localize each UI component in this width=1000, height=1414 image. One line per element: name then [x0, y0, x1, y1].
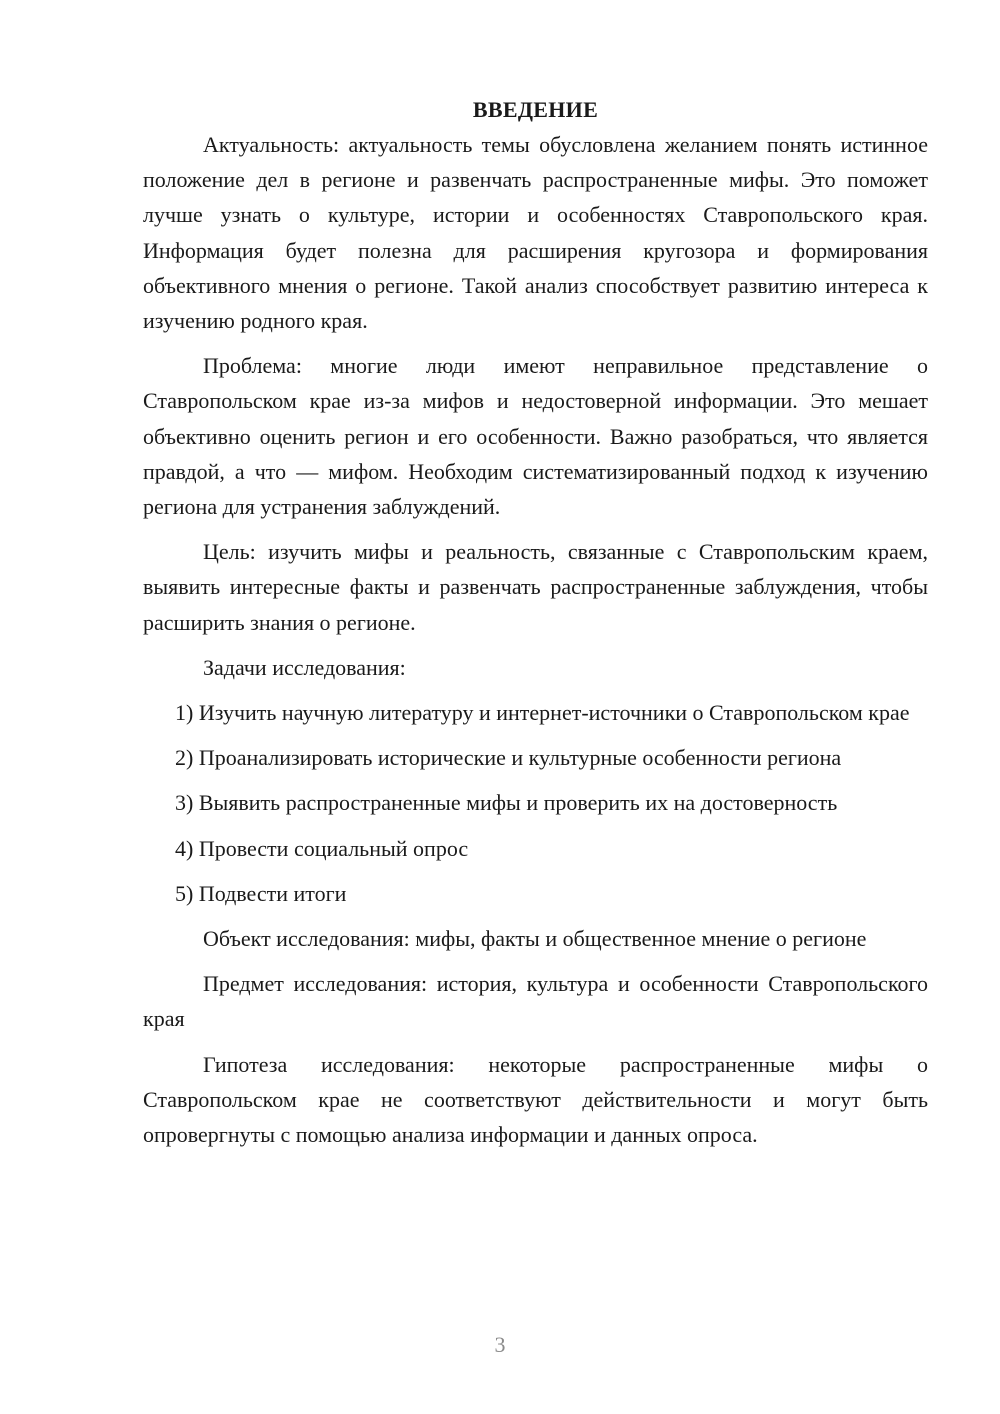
relevance-paragraph: Актуальность: актуальность темы обусловлена желанием понять истинное положение дел в регионе и развенчать распространенные мифы. Это поможет лучше узнать о культуре, истории и особенностях Ставропольского края. Информация будет полезна для расширения кругозора и формирования объективного мнения о регионе. Такой анализ способствует развитию интереса к изучению родного края.	[143, 132, 928, 334]
document-page	[143, 92, 928, 1162]
page-number: 3	[494, 1332, 506, 1357]
problem-paragraph: Проблема: многие люди имеют неправильное представление о Ставропольском крае из-за мифов и недостоверной информации. Это мешает объективно оценить регион и его особенности. Важно разобраться, что является правдой, а что — мифом. Необходим систематизированный подход к изучению региона для устранения заблуждений.	[143, 353, 928, 520]
goal-paragraph: Цель: изучить мифы и реальность, связанные с Ставропольским краем, выявить интересные факты и развенчать распространенные заблуждения, чтобы расширить знания о регионе.	[143, 539, 928, 635]
object-paragraph: Объект исследования: мифы, факты и общественное мнение о регионе	[203, 926, 867, 952]
task-item-5: 5) Подвести итоги	[175, 880, 347, 906]
subject-paragraph: Предмет исследования: история, культура и особенности Ставропольского края	[143, 971, 928, 1032]
task-item-1: 1) Изучить научную литературу и интернет-источники о Ставропольском крае	[175, 700, 910, 726]
hypothesis-paragraph: Гипотеза исследования: некоторые распространенные мифы о Ставропольском крае не соответствуют действительности и могут быть опровергнуты с помощью анализа информации и данных опроса.	[143, 1051, 928, 1148]
section-title: ВВЕДЕНИЕ	[472, 97, 599, 122]
tasks-heading: Задачи исследования:	[203, 654, 406, 680]
task-item-4: 4) Провести социальный опрос	[175, 835, 469, 861]
task-item-3: 3) Выявить распространенные мифы и проверить их на достоверность	[175, 790, 838, 816]
task-item-2: 2) Проанализировать исторические и культурные особенности региона	[175, 745, 842, 771]
